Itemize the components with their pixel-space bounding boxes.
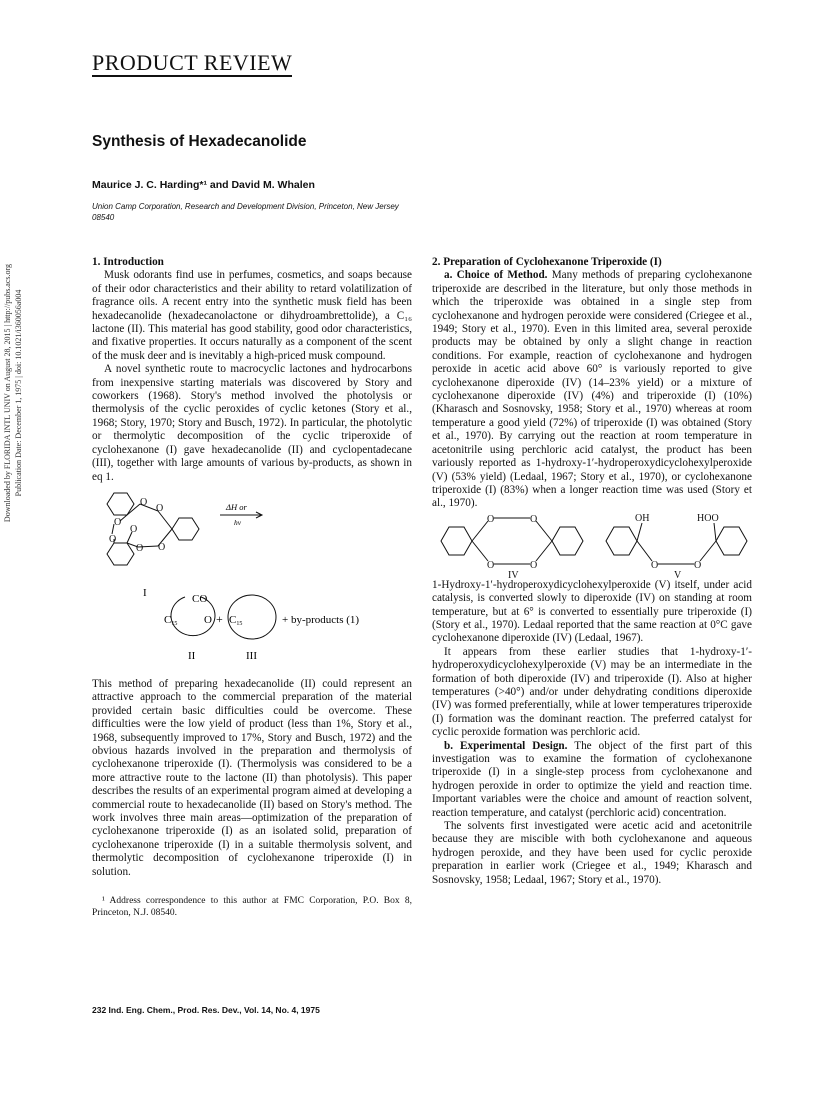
cyclohexane-ring <box>107 543 134 565</box>
paragraph: The solvents first investigated were acetic acid and acetonitrile because they are miscible with both cyclohexanone and aqueous hydrogen peroxide, and they have been used for cyclic peroxide preparation in earlier work (Criegee et al., 1949; Kharasch and Sosnovsky, 1958; Ledaal, 1967; Story et al., 1970). <box>432 820 752 886</box>
oxygen-atom: O <box>530 513 538 525</box>
oxygen-atom: O <box>694 559 702 571</box>
publication-line: Publication Date: December 1, 1975 | doi: 10.1021/i360056a004 <box>14 289 23 497</box>
paragraph: b. Experimental Design. The object of the first part of this investigation was to examine the formation of cyclohexanone triperoxide (I) in a single-step process from cyclohexanone and hydrogen peroxide in order to optimize the yield and reaction time. Important variables were the choice and amount of reaction solvent, reaction temperature, and catalyst (perchloric acid) concentration. <box>432 739 752 819</box>
header-rule <box>92 75 292 77</box>
cyclohexane-ring <box>606 527 637 555</box>
reaction-scheme-eq1 <box>92 484 412 678</box>
hydroperoxy-label: HOO <box>697 512 719 524</box>
oxygen-atom: O <box>158 541 166 553</box>
cyclohexane-ring <box>107 493 134 515</box>
oxygen-atom: O <box>651 559 659 571</box>
compound-label-IV: IV <box>508 569 519 579</box>
ring-oxygen: O <box>204 613 212 626</box>
c15-label: C15 <box>229 613 243 627</box>
section-header: PRODUCT REVIEW <box>92 50 293 75</box>
oxygen-atom: O <box>530 559 538 571</box>
arrow-label-light: hν <box>234 517 242 527</box>
cyclohexane-ring <box>441 527 472 555</box>
cyclohexane-ring <box>552 527 583 555</box>
oxygen-atom: O <box>156 502 164 514</box>
paragraph: Musk odorants find use in perfumes, cosmetics, and soaps because of their odor characteristics and their ability to retard volatilization of fragrance oils. A recent entry into the synthetic musk field has been hexadecanolide (hexadecanolactone or dihydroambrettolide), a C₁₆ lactone (II). This material has good stability, good odor characteristics, and fixative properties. It occurs naturally as a component of the scent of the musk deer and is inevitably a high-priced musk compound. <box>92 269 412 362</box>
structures-IV-V <box>432 511 752 579</box>
oxygen-atom: O <box>487 513 495 525</box>
right-column <box>432 256 752 887</box>
c15-label: C15 <box>164 613 178 627</box>
plus-sign: + <box>216 611 223 626</box>
footnote: ¹ Address correspondence to this author at FMC Corporation, P.O. Box 8, Princeton, N.J. 08540. <box>92 896 412 918</box>
article-title: Synthesis of Hexadecanolide <box>92 133 307 150</box>
compound-label-II: II <box>188 649 196 662</box>
oxygen-atom: O <box>130 523 138 535</box>
cyclohexane-ring <box>716 527 747 555</box>
cyclohexane-ring <box>172 518 199 540</box>
section-heading: 2. Preparation of Cyclohexanone Triperoxide (I) <box>432 256 662 268</box>
download-line: Downloaded by FLORIDA INTL UNIV on August 28, 2015 | http://pubs.acs.org <box>3 263 12 523</box>
compound-label-III: III <box>246 649 257 662</box>
compound-label-V: V <box>674 569 682 579</box>
paragraph: a. Choice of Method. Many methods of preparing cyclohexanone triperoxide are described in the literature, but only those methods in which the triperoxide was obtained in a single step from cyclohexanone and hydrogen peroxide were considered (Criegee et al., 1949; Story et al., 1970). Even in this limited area, several peroxide products may be obtained by only a slight change in reaction conditions. For example, reaction of cyclohexanone and hydrogen peroxide in acetic acid above 60° is variously reported to give cyclohexanone diperoxide (IV) (14–23% yield) or a mixture of cyclohexanone diperoxide (IV) (4%) and triperoxide (I) (10%) (Kharasch and Sosnovsky, 1958; Story et al., 1970) whereas at room temperature a good yield (72%) of triperoxide (I) was obtained (Story et al., 1970). By carrying out the reaction at room temperature in acetonitrile using perchloric acid catalyst, the product has been variously reported as 1-hydroxy-1′-hydroperoxydicyclohexylperoxide (V) (53% yield) (Ledaal, 1967; Story et al., 1970), or cyclohexanone triperoxide (I) (83%) when a longer reaction time was used (Story et al., 1970). <box>432 269 752 510</box>
hydroxyl-label: OH <box>635 512 650 524</box>
compound-label-I: I <box>143 586 147 599</box>
subsection-lead: a. Choice of Method. <box>444 269 548 282</box>
oxygen-atom: O <box>140 496 148 508</box>
subsection-lead: b. Experimental Design. <box>444 739 568 752</box>
carbonyl-label: CO <box>192 592 208 605</box>
paragraph: 1-Hydroxy-1′-hydroperoxydicyclohexylperoxide (V) itself, under acid catalysis, is converted slowly to diperoxide (IV) on standing at room temperature, but at 6° is converted to essentially pure triperoxide (I) (Story et al., 1970). Ledaal reported that the same reaction at 0°C gave cyclohexanone diperoxide (IV) (Ledaal, 1967). <box>432 578 752 645</box>
author-affiliation: Union Camp Corporation, Research and Development Division, Princeton, New Jersey 08540 <box>92 202 399 222</box>
paragraph: It appears from these earlier studies that 1-hydroxy-1′-hydroperoxydicyclohexylperoxide (V) may be an intermediate in the formation of both diperoxide (IV) and triperoxide (I). Also at higher temperatures (>40°) and/or under dehydrating conditions diperoxide (IV) was formed preferentially, while at lower temperatures triperoxide (I) formation was the dominant reaction. The preferred catalyst for cyclic peroxide formation was perchloric acid. <box>432 645 752 739</box>
oxygen-atom: O <box>109 533 117 545</box>
page-footer: 232 Ind. Eng. Chem., Prod. Res. Dev., Vol. 14, No. 4, 1975 <box>92 1005 320 1015</box>
intro-heading: 1. Introduction <box>92 256 164 268</box>
paragraph: A novel synthetic route to macrocyclic lactones and hydrocarbons from inexpensive starting materials was discovered by Story and coworkers (1968). Story's method involved the photolysis or thermolysis of the cyclic peroxides of cyclic ketones (Story et al., 1968; Story, 1970; Story and Busch, 1972). In particular, the photolytic or thermolytic decomposition of the cyclic triperoxide of cyclohexanone (I) gave hexadecanolide (II) and cyclopentadecane (III), together with large amounts of various by-products, as shown in eq 1. <box>92 363 412 483</box>
download-sidebar <box>2 233 24 553</box>
article-authors: Maurice J. C. Harding*¹ and David M. Whalen <box>92 179 315 191</box>
oxygen-atom: O <box>487 559 495 571</box>
left-column <box>92 256 412 919</box>
oxygen-atom: O <box>136 542 144 554</box>
byproducts-label: + by-products (1) <box>282 613 360 626</box>
oxygen-atom: O <box>114 516 122 528</box>
paragraph: This method of preparing hexadecanolide (II) could represent an attractive approach to the commercial preparation of the material provided certain basic difficulties could be overcome. These difficulties were the low yield of product (less than 1%, Story et al., 1968, subsequently improved to 17%, Story and Busch, 1972) and the obvious hazards involved in the preparation and thermolysis of cyclohexanone triperoxide (I). (Thermolysis was considered to be a more attractive route to the lactone (II) than photolysis). This paper describes the results of an experimental program aimed at developing a commercial route to hexadecanolide (II) based on Story's method. The work involves three main areas—optimization of the preparation of cyclohexanone triperoxide (I) as an isolated solid, preparation of cyclohexanone triperoxide (I) in a suitable thermolysis solvent, and thermolytic decomposition of cyclohexanone triperoxide (I) in solution. <box>92 677 412 878</box>
arrow-label-heat: ΔH or <box>226 501 247 512</box>
